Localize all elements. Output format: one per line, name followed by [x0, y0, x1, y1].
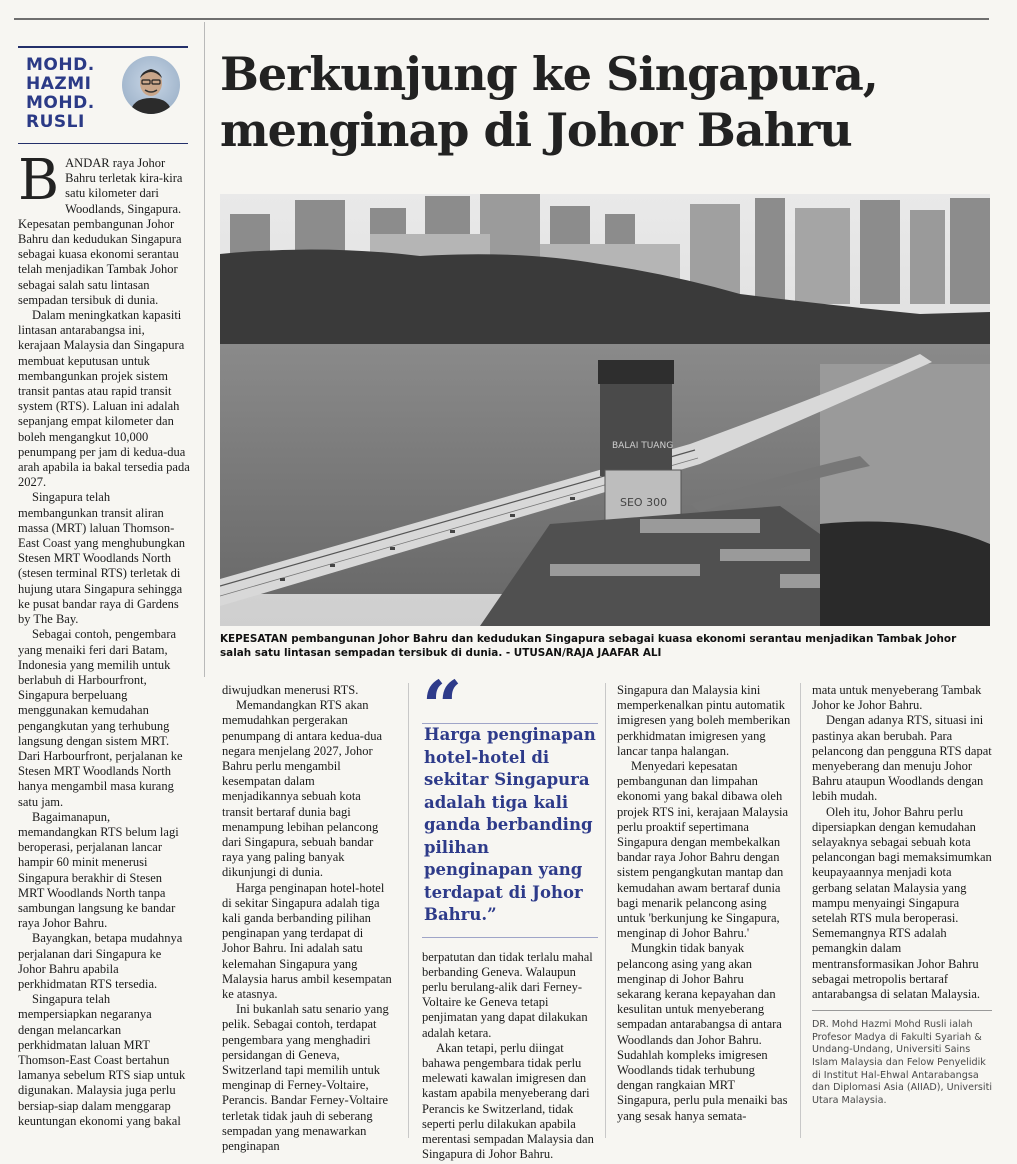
- article-column-3: [422, 665, 598, 1162]
- paragraph: Memandangkan RTS akan memudahkan pergerakan penumpang di antara kedua-dua negara menjelang 2027, Johor Bahru perlu mengambil kesempatan dalam menjadikannya sebuah kota transit bertaraf dunia bagi menampung lebihan pelancong dari Singapura, sebuah bandar raya yang paling banyak dikunjungi di dunia.: [222, 698, 383, 880]
- paragraph: Akan tetapi, perlu diingat bahawa pengembara tidak perlu melewati kawalan imigresen dan kastam apabila menyeberang dari Perancis ke Switzerland, tidak seperti perlu dilakukan apabila merentasi sempadan Malaysia dan Singapura di Johor Bahru.: [422, 1040, 594, 1162]
- avatar: [122, 56, 180, 114]
- author-name-line: RUSLI: [26, 112, 85, 132]
- paragraph: Oleh itu, Johor Bahru perlu dipersiapkan dengan kemudahan selayaknya sebagai sebuah kota pelancongan bagi memaksimumkan keupayaannya menjadi kota gerbang selatan Malaysia yang mampu menyaingi Singapura setelah RTS mula beroperasi. Sememangnya RTS adalah pemangkin dalam mentransformasikan Johor Bahru sebagai metropolis bertaraf antarabangsa di selatan Malaysia.: [812, 804, 992, 1002]
- paragraph: Mungkin tidak banyak pelancong asing yang akan menginap di Johor Bahru sekarang kerana kepayahan dan kesulitan untuk menyeberang sempadan antarabangsa di antara Woodlands dan Johor Bahru. Sudahlah kompleks imigresen Woodlands tidak terhubung dengan rangkaian MRT Singapura, perlu pula menaiki bas yang sesak hanya semata-: [617, 941, 788, 1123]
- paragraph: Dengan adanya RTS, situasi ini pastinya akan berubah. Para pelancong dan pengguna RTS dapat menyeberang dan menuju Johor Bahru ataupun Woodlands dengan lebih mudah.: [812, 713, 992, 804]
- paragraph: Ini bukanlah satu senario yang pelik. Sebagai contoh, terdapat pengembara yang menghadiri persidangan di Geneva, Switzerland tapi memilih untuk menginap di Ferney-Voltaire, Perancis. Bandar Ferney-Voltaire terletak tidak jauh di seberang sempadan yang menawarkan penginapan: [222, 1002, 389, 1154]
- paragraph: diwujudkan menerusi RTS.: [222, 683, 359, 697]
- paragraph: mata untuk menyeberang Tambak Johor ke Johor Bahru.: [812, 683, 982, 713]
- billboard-text: SEO 300: [620, 496, 668, 509]
- headline-line-1: Berkunjung ke Singapura,: [220, 47, 878, 101]
- top-rule: [14, 18, 989, 20]
- quote-mark-icon: “: [422, 665, 463, 748]
- tower-sign: BALAI TUANG: [612, 441, 674, 451]
- paragraph: Menyedari kepesatan pembangunan dan limpahan ekonomi yang bakal dibawa oleh projek RTS ini, kerajaan Malaysia perlu proaktif sepertimana Singapura dengan membekalkan bandar raya Johor Bahru dengan sistem pengangkutan mantap dan kemudahan awam bertaraf dunia bagi menarik pelancong asing untuk 'berkunjung ke Singapura, menginap di Johor Bahru.': [617, 759, 789, 941]
- paragraph: Bagaimanapun, memandangkan RTS belum lagi beroperasi, perjalanan lancar hampir 60 minit menerusi Singapura berakhir di Stesen MRT Woodlands North tanpa sambungan langsung ke bandar raya Johor Bahru.: [18, 809, 179, 931]
- quote-rule: [422, 937, 598, 938]
- pull-quote: [422, 665, 598, 938]
- article-column-1: [18, 148, 190, 1129]
- drop-cap: B: [18, 148, 60, 213]
- pull-quote-text: Harga penginapan hotel-hotel di sekitar Singapura adalah tiga kali ganda berbanding pilihan penginapan yang terdapat di Johor Bahru.”: [424, 725, 596, 924]
- caption-text: pembangunan Johor Bahru dan kedudukan Singapura sebagai kuasa ekonomi serantau menjadikan Tambak Johor salah satu lintasan sempadan tersibuk di dunia. - UTUSAN/RAJA JAAFAR ALI: [220, 633, 957, 659]
- article-column-4: [617, 683, 791, 1124]
- article-column-5: [812, 683, 992, 1107]
- paragraph: berpatutan dan tidak terlalu mahal berbanding Geneva. Walaupun perlu berulang-alik dari Ferney-Voltaire ke Geneva tetapi penjimatan yang dapat dilakukan adalah ketara.: [422, 949, 593, 1040]
- paragraph-text: ANDAR raya Johor Bahru terletak kira-kira satu kilometer dari Woodlands, Singapura. Kepesatan pembangunan Johor Bahru dan kedudukan Singapura sebagai kuasa ekonomi serantau telah menjadikan Tambak Johor sebagai salah satu lintasan sempadan tersibuk di dunia.: [18, 156, 183, 307]
- author-bio: DR. Mohd Hazmi Mohd Rusli ialah Profesor Madya di Fakulti Syariah & Undang-Undang, Universiti Sains Islam Malaysia dan Felow Penyelidik di Institut Hal-Ehwal Antarabangsa dan Diplomasi Asia (AIIAD), Universiti Utara Malaysia.: [812, 1010, 992, 1107]
- paragraph: Singapura telah mempersiapkan negaranya dengan melancarkan perkhidmatan laluan MRT Thomson-East Coast bertahun lamanya sebelum RTS siap untuk digunakan. Malaysia juga perlu bersiap-siap dalam menggarap keuntungan ekonomi yang bakal: [18, 992, 186, 1128]
- causeway-photo: [220, 194, 990, 626]
- author-name-line: MOHD.: [26, 93, 95, 113]
- paragraph: Singapura telah membangunkan transit aliran massa (MRT) laluan Thomson-East Coast yang menghubungkan Stesen MRT Woodlands North (stesen terminal RTS) terletak di hujung utara Singapura sehingga ke pusat bandar raya di Gardens by The Bay.: [18, 490, 185, 627]
- author-name-line: HAZMI: [26, 74, 92, 94]
- column-divider: [408, 683, 409, 1138]
- headline-line-2: menginap di Johor Bahru: [220, 103, 852, 157]
- paragraph: Singapura dan Malaysia kini memperkenalkan pintu automatik imigresen yang boleh memberikan perkhidmatan imigresen yang lancar tanpa halangan.: [617, 683, 791, 758]
- headline: [220, 46, 990, 158]
- avatar-portrait-icon: [122, 56, 180, 114]
- article-column-2: [222, 683, 392, 1154]
- author-name-line: MOHD.: [26, 55, 95, 75]
- paragraph: Dalam meningkatkan kapasiti lintasan antarabangsa ini, kerajaan Malaysia dan Singapura membuat keputusan untuk membangunkan projek sistem transit pantas atau rapid transit system (RTS). Laluan ini adalah sepanjang empat kilometer dan boleh mengangkut 10,000 penumpang per jam di kedua-dua arah apabila ia bakal tersedia pada 2027.: [18, 308, 190, 490]
- author-block: [18, 46, 188, 144]
- column-divider: [204, 22, 205, 677]
- paragraph: Bayangkan, betapa mudahnya perjalanan dari Singapura ke Johor Bahru apabila perkhidmatan RTS tersedia.: [18, 931, 183, 991]
- column-divider: [605, 683, 606, 1138]
- caption-lead: KEPESATAN: [220, 633, 288, 645]
- paragraph: Harga penginapan hotel-hotel di sekitar Singapura adalah tiga kali ganda berbanding pilihan penginapan yang terdapat di Johor Bahru. Ini adalah satu kelemahan Singapura yang Malaysia harus ambil kesempatan ke atasnya.: [222, 880, 392, 1002]
- author-name: [26, 56, 126, 132]
- column-divider: [800, 683, 801, 1138]
- photo-caption: [220, 632, 990, 660]
- paragraph: [18, 148, 190, 308]
- paragraph: Sebagai contoh, pengembara yang menaiki feri dari Batam, Indonesia yang memilih untuk berlabuh di Harbourfront, Singapura berpeluang menggunakan kemudahan pengangkutan yang terhubung langsung dengan sistem MRT. Dari Harbourfront, perjalanan ke Stesen MRT Woodlands North hanya mengambil masa kurang satu jam.: [18, 627, 183, 809]
